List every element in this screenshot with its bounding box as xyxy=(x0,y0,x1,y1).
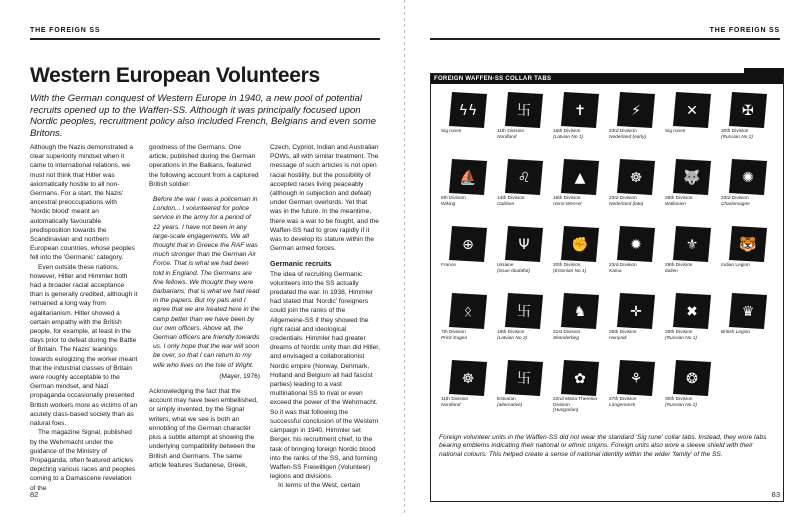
collar-tab-item xyxy=(661,293,721,355)
collar-tab-label xyxy=(441,263,501,269)
paragraph: Acknowledging the fact that the account may have been embellished, or simply invented, by the Signal writers, what we see is both an ennobling of the German character plus a subtle attempt at showing the underlying compatibility between the British and Germans. The same article features Sudanese, Greek, xyxy=(149,388,258,469)
collar-tab-label xyxy=(665,196,725,207)
flame-sun-icon xyxy=(617,226,655,262)
paragraph: Even outside these nations, however, Hitler and Himmler both had a broader racial acceptance than is generally credited, although it remained a long way from egalitarianism. Hitler showed a certain empathy with the British people, for example, at least in the days prior to defeat during the Battle of Britain. The Nazis' leanings towards eulogizing the worker meant that the industrial classes of Britain were roughly acceptable to the German mindset, and Nazi propaganda occasionally presented British workers more as victims of an acutely class-based society than as natural foes. xyxy=(30,263,138,428)
collar-tab-item xyxy=(717,226,777,288)
collar-tab-item xyxy=(549,293,609,355)
sunwheel-icon xyxy=(617,159,655,195)
sig-runes-icon xyxy=(449,92,487,128)
tab-label-line1: 11th Division xyxy=(441,397,469,402)
svg-text:ϟϟ: ϟϟ xyxy=(458,103,478,119)
svg-text:▲: ▲ xyxy=(574,170,586,186)
double-cross-icon xyxy=(729,92,767,128)
tab-label-line1: Sig runes xyxy=(665,129,686,134)
swastika-icon xyxy=(505,293,543,329)
wolfsangel-icon xyxy=(617,92,655,128)
collar-tab-label xyxy=(497,129,557,140)
collar-tab-item xyxy=(605,159,665,221)
page-number-right: 83 xyxy=(771,490,780,499)
collar-tab-item xyxy=(493,159,553,221)
tab-label-line1: 23rd Division xyxy=(609,129,637,134)
panel-corner-tab xyxy=(744,68,784,74)
sunwheel-icon xyxy=(449,360,487,396)
svg-text:⚡: ⚡ xyxy=(631,103,641,119)
tab-label-line2: (Russian No 2) xyxy=(665,402,697,408)
svg-text:🐺: 🐺 xyxy=(683,170,701,186)
collar-tab-item xyxy=(549,159,609,221)
tab-label-line2: Skanderbeg xyxy=(553,335,579,341)
svg-text:⚜: ⚜ xyxy=(685,237,699,253)
tab-label-line1: 23rd Division xyxy=(609,196,637,201)
collar-tab-item xyxy=(493,226,553,288)
collar-tab-label xyxy=(497,196,557,207)
cross-circle-icon xyxy=(449,226,487,262)
panel-header xyxy=(431,74,783,84)
collar-tab-label xyxy=(553,196,613,207)
tab-label-line2: Kama xyxy=(609,268,622,274)
tab-label-line2: Langemarck xyxy=(609,402,636,408)
svg-text:Ψ: Ψ xyxy=(518,237,530,253)
collar-tab-label xyxy=(665,330,725,341)
paragraph: goodness of the Germans. One article, published during the German operations in the Balkans, featured the following account from a captured British soldier: xyxy=(149,144,259,188)
sun-cross-icon xyxy=(729,159,767,195)
tab-label-line1: 20th Division xyxy=(553,263,581,268)
collar-tab-label xyxy=(553,330,613,341)
goat-helmet-icon xyxy=(561,293,599,329)
text-column-1 xyxy=(30,143,138,493)
panel-title: FOREIGN WAFFEN-SS COLLAR TABS xyxy=(434,76,552,82)
tab-label-line1: 27th Division xyxy=(609,397,637,402)
page-title: Western European Volunteers xyxy=(30,64,320,87)
cornflower-icon xyxy=(561,360,599,396)
collar-tab-item xyxy=(493,293,553,355)
collar-tab-item xyxy=(605,92,665,154)
svg-text:⊕: ⊕ xyxy=(462,237,474,253)
tab-label-line1: Sig runes xyxy=(441,129,462,134)
tab-label-line1: British Legion xyxy=(721,330,751,335)
tab-label-line1: 15th Division xyxy=(553,129,581,134)
collar-tab-label xyxy=(721,263,781,269)
tab-label-line2: Horst Wessel xyxy=(553,201,582,207)
gutter-divider xyxy=(404,0,405,516)
collar-tab-label xyxy=(721,330,781,336)
paragraph: Although the Nazis demonstrated a clear superiority mindset when it came to international relations, we must not think that Hitler was axiomatically hostile to all non-Germans. For a start, the Nazis' ancestral preoccupations with 'Nordic blood' meant an automatically favourable predisposition towards the Scandinavian and northern European countries, whose peoples fell into the 'Germanic' category. xyxy=(30,144,135,262)
svg-text:✖: ✖ xyxy=(686,304,698,320)
tab-label-line1: 22nd Maria Theresia Division xyxy=(553,397,597,408)
collar-tab-label xyxy=(441,196,501,207)
collar-tab-label xyxy=(441,129,501,135)
tab-label-line1: 18th Division xyxy=(553,196,581,201)
tab-label-line1: 19th Division xyxy=(497,330,525,335)
tab-label-line2: (alternative) xyxy=(497,402,523,408)
intro-paragraph: With the German conquest of Western Europe in 1940, a new pool of potential recruits opened up to the Waffen-SS. Although it was principally focused upon Nordic peoples, recruitment policy also included French, Belgians and even some Britons. xyxy=(30,93,377,139)
collar-tab-label xyxy=(609,129,669,140)
cross-staff-icon xyxy=(561,92,599,128)
collar-tab-item xyxy=(437,293,497,355)
collar-tab-item xyxy=(605,226,665,288)
collar-tab-label xyxy=(721,129,781,140)
collar-tab-label xyxy=(609,397,669,408)
tab-label-line2: Galizien xyxy=(497,201,515,207)
tab-label-line2: Hunyadi xyxy=(609,335,627,341)
collar-tab-label xyxy=(665,129,725,135)
section-heading: Germanic recruits xyxy=(270,259,332,269)
collar-tab-label xyxy=(665,397,725,408)
svg-text:⛵: ⛵ xyxy=(459,170,477,186)
collar-tab-item xyxy=(605,360,665,422)
collar-tab-item xyxy=(549,360,609,422)
trident-icon xyxy=(505,226,543,262)
tab-label-line1: 6th Division xyxy=(441,196,466,201)
header-rule-right xyxy=(430,38,780,40)
three-lions-icon xyxy=(729,293,767,329)
tab-label-line1: 29th Division xyxy=(665,263,693,268)
st-andrew-cross-icon xyxy=(673,293,711,329)
collar-tab-item xyxy=(717,92,777,154)
collar-tab-label xyxy=(441,397,501,408)
quote-source: (Mayer, 1976) xyxy=(219,372,260,380)
tab-label-line1: 28th Division xyxy=(665,196,693,201)
svg-text:ᛟ: ᛟ xyxy=(463,304,473,320)
collar-tab-label xyxy=(553,263,613,274)
tab-label-line1: 29th Division xyxy=(665,330,693,335)
text-column-3 xyxy=(270,143,380,491)
figure-caption: Foreign volunteer units in the Waffen-SS did not wear the standard 'Sig rune' collar tabs. Instead, they wore tabs bearing emblems indicating their national or ethnic origins. Foreign units also wore a sleeve shield with their national colours. This helped create a sense of national identity within the wider 'family' of the SS. xyxy=(439,434,767,458)
tab-label-line1: 33rd Division xyxy=(721,196,749,201)
tab-label-line2: Nederland (early) xyxy=(609,134,647,140)
arrow-cross-icon xyxy=(617,293,655,329)
collar-tab-item xyxy=(437,92,497,154)
svg-text:❂: ❂ xyxy=(686,371,698,387)
svg-text:卐: 卐 xyxy=(517,103,531,119)
rosette-icon xyxy=(673,360,711,396)
collar-tab-item xyxy=(661,226,721,288)
tab-label-line2: Nordland xyxy=(441,402,461,408)
collar-tab-item xyxy=(717,159,777,221)
tab-label-line2: Nordland xyxy=(497,134,517,140)
svg-text:✛: ✛ xyxy=(630,304,642,320)
collar-tab-label xyxy=(609,263,669,274)
svg-text:卐: 卐 xyxy=(517,304,531,320)
page-number-left: 82 xyxy=(30,490,39,499)
text-column-2 xyxy=(149,143,260,470)
collar-tab-label xyxy=(609,196,669,207)
collar-tab-label xyxy=(553,129,613,140)
collar-tab-item xyxy=(549,92,609,154)
fasces-icon xyxy=(673,226,711,262)
collar-tab-item xyxy=(493,360,553,422)
running-head-right: THE FOREIGN SS xyxy=(709,27,780,34)
collar-tab-label xyxy=(497,397,557,408)
svg-text:✝: ✝ xyxy=(574,103,586,119)
collar-tabs-panel xyxy=(430,73,784,502)
svg-text:✺: ✺ xyxy=(742,170,754,186)
collar-tab-item xyxy=(437,159,497,221)
collar-tab-item xyxy=(437,360,497,422)
svg-text:⚘: ⚘ xyxy=(629,371,643,387)
tab-label-line1: 23rd Division xyxy=(609,263,637,268)
swastika-icon xyxy=(505,92,543,128)
tab-label-line2: Prinz Eugen xyxy=(441,335,468,341)
collar-tab-item xyxy=(605,293,665,355)
lion-icon xyxy=(505,159,543,195)
svg-text:☸: ☸ xyxy=(461,371,475,387)
triangle-runes-icon xyxy=(561,159,599,195)
header-rule-left xyxy=(30,38,380,40)
tab-label-line1: 14th Division xyxy=(497,196,525,201)
tab-label-line2: Charlemagne xyxy=(721,201,750,207)
svg-text:✠: ✠ xyxy=(742,103,754,119)
collar-tab-item xyxy=(549,226,609,288)
collar-tab-label xyxy=(553,397,613,414)
paragraph: The magazine Signal, published by the Wehrmacht under the guidance of the Ministry of Propaganda, often featured articles depicting various races and peoples coming to a Damascene revelation of the xyxy=(30,429,136,492)
tab-label-line2: (Latvian No 1) xyxy=(553,134,584,140)
svg-text:✕: ✕ xyxy=(686,103,698,119)
svg-text:✿: ✿ xyxy=(574,371,586,387)
collar-tab-item xyxy=(661,360,721,422)
tab-label-line2: (issue doubtful) xyxy=(497,268,530,274)
tab-label-line2: Italien xyxy=(665,268,678,274)
svg-text:♌: ♌ xyxy=(517,170,531,186)
tab-label-line2: (Russian No 1) xyxy=(665,335,697,341)
collar-tab-item xyxy=(437,226,497,288)
tab-label-line1: 11th Division xyxy=(497,129,525,134)
paragraph: The idea of recruiting Germanic volunteers into the SS actually predated the war. In 1938, Himmler had stated that 'Nordic' foreigners could join the ranks of the Allgemeine-SS if they showed the right racial and ideological credentials. Himmler had greater dreams of Nordic unity than did Hitler, and envisaged a collaborationist Nordic empire (Norway, Denmark, Holland and Belgium all had fascist parties) leading to a vast multinational SS to rival or even exceed the power of the Wehrmacht. So it was that following the successful conclusion of the Western campaign in 1940, Himmler set Berger, his recruitment chief, to the task of bringing foreign Nordic blood into the ranks of the SS, and forming Waffen-SS Freiwilligen (Volunteer) legions and divisions. xyxy=(270,270,380,481)
svg-text:♛: ♛ xyxy=(741,304,755,320)
svg-text:✹: ✹ xyxy=(630,237,642,253)
collar-tab-label xyxy=(665,263,725,274)
tab-label-line2: Wiking xyxy=(441,201,456,207)
tab-label-line1: 26th Division xyxy=(609,330,637,335)
tab-label-line2: Nederland (late) xyxy=(609,201,644,207)
e-swastika-icon xyxy=(505,360,543,396)
collar-tab-label xyxy=(721,196,781,207)
svg-text:♞: ♞ xyxy=(573,304,587,320)
svg-text:✊: ✊ xyxy=(571,237,589,253)
tab-label-line2: (Latvian No 2) xyxy=(497,335,528,341)
tab-label-line1: 7th Division xyxy=(441,330,466,335)
running-head-left: THE FOREIGN SS xyxy=(30,27,101,34)
collar-tab-item xyxy=(717,293,777,355)
tab-label-line2: (Russian No 2) xyxy=(721,134,753,140)
collar-tab-label xyxy=(497,330,557,341)
collar-tab-label xyxy=(441,330,501,341)
collar-tab-item xyxy=(661,92,721,154)
svg-text:☸: ☸ xyxy=(629,170,643,186)
wolf-head-icon xyxy=(673,159,711,195)
svg-text:🐯: 🐯 xyxy=(739,237,757,253)
tab-label-line2: (Hungarian) xyxy=(553,408,579,414)
tab-label-line2: Wallonien xyxy=(665,201,686,207)
tab-label-line1: 21st Division xyxy=(553,330,581,335)
triskele-icon xyxy=(617,360,655,396)
svg-text:卐: 卐 xyxy=(517,371,531,387)
odal-rune-icon xyxy=(449,293,487,329)
pull-quote: Before the war I was a policeman in London... I volunteered for police service in the army for a period of 12 years. I have not been in any large-scale engagements. We all thought that in Greece the RAF was much stronger than the German Air Force. That is what we had been told in England. The Germans are fine fellows. We thought they were barbarians; that is what we had read in the papers. But my pals and I agree that we are treated here in the camp better than we have been by our own officers. Above all, the German officers are friendly towards us. I only hope that the war will soon be over, so that I can return to my wife who lives on the Isle of Wight. xyxy=(153,196,260,369)
armoured-arm-icon xyxy=(561,226,599,262)
crossed-x-icon xyxy=(673,92,711,128)
paragraph: In terms of the West, certain xyxy=(278,482,361,490)
collar-tab-item xyxy=(493,92,553,154)
tab-label-line1: Estonian xyxy=(497,397,516,402)
collar-tab-label xyxy=(609,330,669,341)
viking-ship-icon xyxy=(449,159,487,195)
tab-label-line1: France xyxy=(441,263,456,268)
tab-label-line1: 30th Division xyxy=(665,397,693,402)
collar-tab-label xyxy=(497,263,557,274)
tab-label-line1: Indian Legion xyxy=(721,263,750,268)
tab-label-line1: 30th Division xyxy=(721,129,749,134)
tiger-head-icon xyxy=(729,226,767,262)
tab-label-line2: (Estonian No 1) xyxy=(553,268,587,274)
tab-label-line1: Ukraine xyxy=(497,263,514,268)
paragraph: Czech, Cypriot, Indian and Australian POWs, all with similar treatment. The message of such articles is not open racial hostility, but the possibility of accepted races living peaceably (although in subjection and defeat) under German overlords. Yet that was in the future. In the meantime, there was a war to be fought, and the Waffen-SS had to grow rapidly if it was to develop its stature within the German armed forces. xyxy=(270,144,379,253)
collar-tab-item xyxy=(661,159,721,221)
